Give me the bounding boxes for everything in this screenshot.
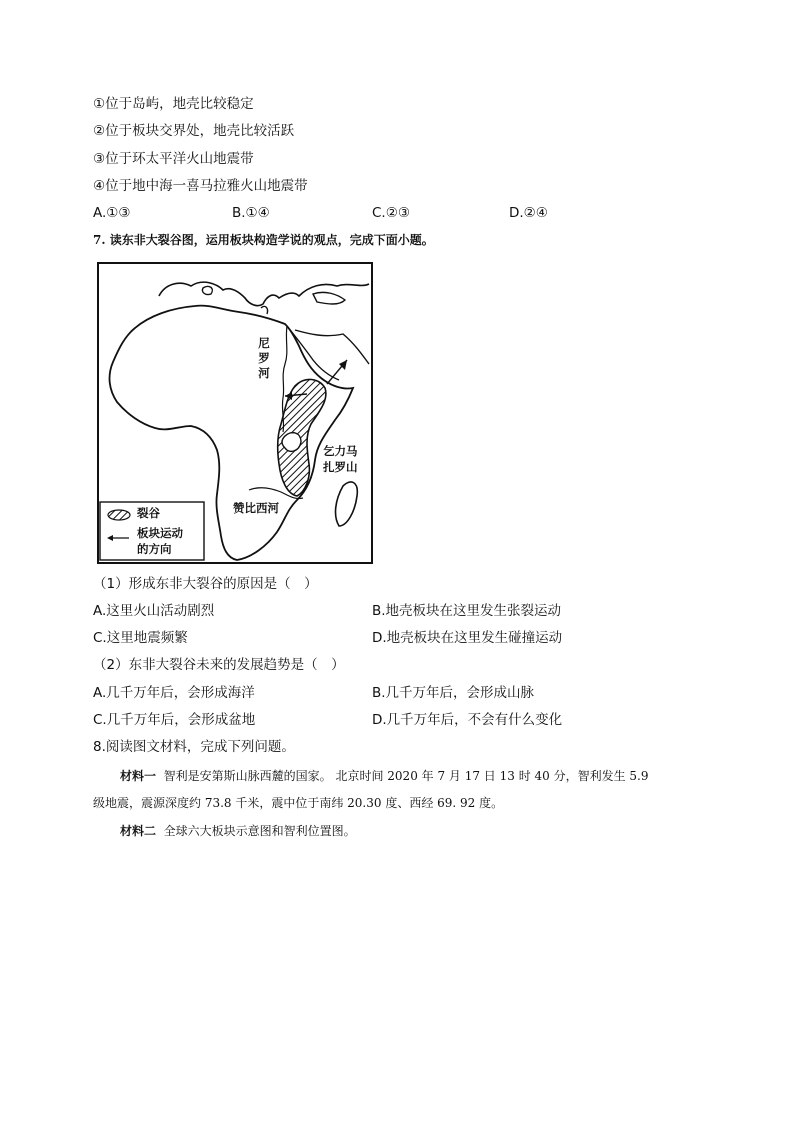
east-africa-rift-map <box>97 262 373 564</box>
q7-sub1-choice-a: A.这里火山活动剧烈 <box>93 603 215 619</box>
q8-material-1-label: 材料一 <box>120 769 157 783</box>
island-shape <box>202 286 212 294</box>
legend-rift-label: 裂谷 <box>137 506 160 520</box>
q7-sub2-choice-a: A.几千万年后，会形成海洋 <box>93 685 255 701</box>
q8-material-1-line-1 <box>120 767 649 785</box>
lake-victoria <box>282 433 301 452</box>
q6-choice-a: A.①③ <box>93 205 131 221</box>
q8-material-1-text-2: 级地震，震源深度约 73.8 千米，震中位于南纬 20.30 度、西经 69. 92 度。 <box>93 796 504 810</box>
nile-river-label: 尼罗河 <box>258 336 270 380</box>
q6-choice-d: D.②④ <box>509 205 548 221</box>
kilimanjaro-label-2: 扎罗山 <box>323 460 358 474</box>
q6-statement-4: ④位于地中海一喜马拉雅火山地震带 <box>93 178 308 194</box>
q8-material-1-text-1: 智利是安第斯山脉西麓的国家。 北京时间 2020 年 7 月 17 日 13 时 40 分，智利发生 5.9 <box>163 769 649 783</box>
zambezi-river-label: 赞比西河 <box>233 501 279 515</box>
q7-sub1-choice-b: B.地壳板块在这里发生张裂运动 <box>372 603 562 619</box>
q6-statement-3: ③位于环太平洋火山地震带 <box>93 151 254 167</box>
q6-choice-c: C.②③ <box>372 205 410 221</box>
q8-material-2-text: 全球六大板块示意图和智利位置图。 <box>163 824 356 838</box>
q7-stem: 7. 读东非大裂谷图，运用板块构造学说的观点，完成下面小题。 <box>93 233 434 247</box>
black-sea-shape <box>313 292 345 304</box>
q8-stem: 8.阅读图文材料，完成下列问题。 <box>93 739 295 755</box>
q8-material-2-line <box>120 822 356 840</box>
legend-move-label-1: 板块运动 <box>137 526 183 540</box>
q8-material-2-label: 材料二 <box>120 824 157 838</box>
q7-sub1-choice-c: C.这里地震频繁 <box>93 630 188 646</box>
q7-sub2-stem: （2）东非大裂谷未来的发展趋势是（ ） <box>93 657 345 673</box>
q6-choice-b: B.①④ <box>232 205 270 221</box>
q7-sub2-choice-c: C.几千万年后，会形成盆地 <box>93 712 256 728</box>
kilimanjaro-label-1: 乞力马 <box>323 444 358 458</box>
europe-coast <box>159 282 369 305</box>
q6-statement-2: ②位于板块交界处，地壳比较活跃 <box>93 123 295 139</box>
q7-sub2-choice-b: B.几千万年后，会形成山脉 <box>372 685 535 701</box>
q7-sub1-choice-d: D.地壳板块在这里发生碰撞运动 <box>372 630 563 646</box>
italy-tip <box>261 306 268 314</box>
madagascar-shape <box>336 482 358 526</box>
q7-sub1-stem: （1）形成东非大裂谷的原因是（ ） <box>93 576 318 592</box>
legend-rift-swatch <box>108 510 130 520</box>
q6-statement-1: ①位于岛屿，地壳比较稳定 <box>93 96 254 112</box>
legend-move-label-2: 的方向 <box>137 542 172 556</box>
q7-sub2-choice-d: D.几千万年后，不会有什么变化 <box>372 712 563 728</box>
